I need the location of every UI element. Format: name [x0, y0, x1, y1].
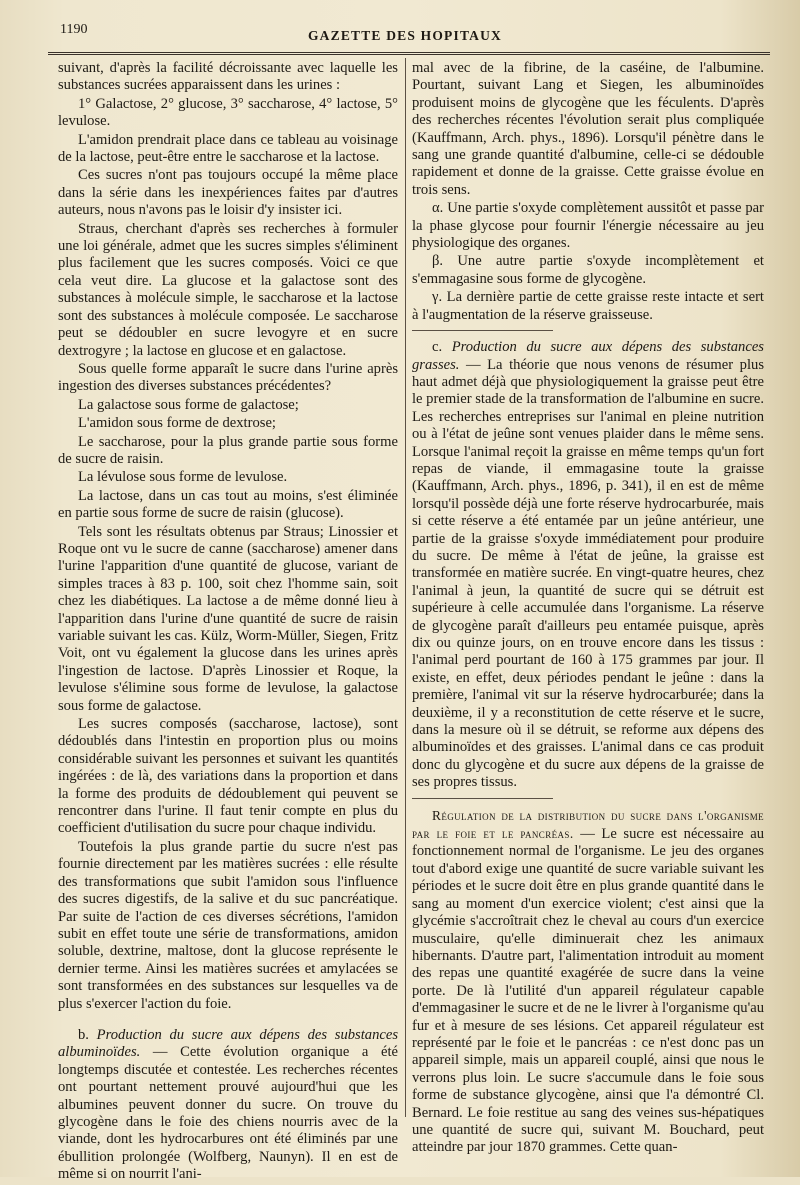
section-c-title: Production du sucre aux dépens des substances grasses.	[412, 339, 764, 373]
paragraph: Toutefois la plus grande partie du sucre n'est pas fournie directement par les matières sucrées : elle résulte des transformations que subit l'amidon sous l'influence des sucres digestifs, de la salive et du suc pancréatique. Par suite de l'action de ces diverses sécrétions, l'amidon subit en effet toute une série de transformations, amidon soluble, dextrine, maltose, dont la glucose représente le dernier terme. Ainsi les matières sucrées et amylacées se sont transformées en des substances sur lesquelles va de plus s'exercer l'action du foie.	[58, 838, 398, 1012]
paragraph: La lactose, dans un cas tout au moins, s'est éliminée en partie sous forme de sucre de raisin (glucose).	[58, 487, 398, 522]
paragraph: Sous quelle forme apparaît le sucre dans l'urine après ingestion des diverses substances précédentes?	[58, 360, 398, 395]
section-rule	[412, 798, 553, 799]
section-b-label: b.	[78, 1026, 89, 1043]
section-rule	[412, 330, 553, 331]
paragraph: La lévulose sous forme de levulose.	[78, 469, 288, 486]
section-regulation-title: Régulation de la distribution du sucre dans l'organisme par le foie et le pancréas.	[412, 807, 764, 842]
section-regulation	[412, 807, 764, 1157]
section-b-title: Production du sucre aux dépens des substances albuminoïdes.	[58, 1026, 398, 1061]
paragraph: γ. La dernière partie de cette graisse reste intacte et sert à l'augmentation de la réserve graisseuse.	[412, 289, 764, 323]
paragraph: mal avec de la fibrine, de la caséine, de l'albumine. Pourtant, suivant Lang et Siegen, les albuminoïdes produisent moins de glycogène que les féculents. D'après des recherches récentes l'évolution serait plus compliquée (Kauffmann, Arch. phys., 1896). Lorsqu'il pénètre dans le sang une grande quantité d'albumine, celle-ci se dédouble rapidement et donne de la graisse. Cette graisse évolue en trois sens.	[412, 60, 764, 198]
paragraph: 1° Galactose, 2° glucose, 3° saccharose, 4° lactose, 5° levulose.	[58, 95, 398, 130]
paragraph: β. Une autre partie s'oxyde incomplètement et s'emmagasine sous forme de glycogène.	[412, 253, 764, 287]
paragraph: L'amidon sous forme de dextrose;	[78, 415, 276, 432]
running-title: GAZETTE DES HOPITAUX	[307, 28, 503, 43]
section-c	[412, 339, 764, 792]
section-regulation-text: — Le sucre est nécessaire au fonctionnement normal de l'organisme. Le jeu des organes tout d'abord exige une quantité de sucre variable suivant les périodes et le sucre doit être en plus grande quantité dans le sang au moment d'un exercice violent; c'est ainsi que la glycémie s'accroîtrait chez le cheval au cours d'un exercice musculaire, qu'elle diminuerait chez les animaux hibernants. D'autre part, l'alimentation introduit au moment des repas une quantité exagérée de sucre dans la veine porte. De là l'utilité d'un appareil régulateur capable d'emmagasiner le sucre et de ne le livrer à l'organisme qu'au fur et à mesure de ses lésions. Cet appareil régulateur est représenté par le foie et le pancréas : ce n'est donc pas un appareil simple, mais un appareil couplé, ainsi que nous le verrons plus loin. Le sucre s'accumule dans le foie sous forme de substance glycogène, ainsi que l'a démontré Cl. Bernard. Le foie restitue au sang des veines sus-hépatiques une quantité de sucre qui, suivant M. Bouchard, peut atteindre par jour 1870 grammes. Cette quan-	[412, 826, 764, 1156]
paragraph: Tels sont les résultats obtenus par Straus; Linossier et Roque ont vu le sucre de canne (saccharose) amener dans l'urine l'apparition d'une quantité de glucose, variant de simples traces à 83 p. 100, soit chez l'homme sain, soit chez les diabétiques. La lactose a de même donné lieu à l'apparition dans l'urine d'une quantité de sucre de raisin variable suivant les cas. Külz, Worm-Müller, Siegen, Fritz Voit, ont vu également la glucose dans les urines après l'ingestion de lactose. D'après Linossier et Roque, la levulose s'élimine sous forme de levulose, la galactose sous forme de galactose.	[58, 523, 398, 714]
section-c-text: — La théorie que nous venons de résumer plus haut admet déjà que physiologiquement la graisse peut être le premier stade de la transformation de l'albumine en sucre. Les recherches entreprises sur l'animal en pleine nutrition ou à l'état de jeûne sont venues plaider dans le même sens. Lorsque l'animal reçoit la graisse en même temps qu'un fort repas de viande, il emmagasine toute la graisse (Kauffmann, Arch. phys., 1896, p. 341), il en est de même lorsqu'il possède déjà une forte réserve hydrocarburée, mais si cette réserve a été entamée par un jeûne antérieur, une partie de la graisse s'oxyde immédiatement pour produire du sucre. De même à l'état de jeûne, la graisse est transformée en matière sucrée. En vingt-quatre heures, chez l'animal à jeun, la quantité de sucre qui se détruit est supérieure à celle accumulée dans l'organisme. La réserve de glycogène paraît d'ailleurs peu entamée puisque, après dix ou quinze jours, on en trouve encore dans les tissus : l'animal perd pourtant de 160 à 175 grammes par jour. Il existe, en effet, deux périodes pendant le jeûne : dans la première, l'animal vit sur la réserve hydrocarburée; dans la deuxième, il y a reconstitution de cette réserve et le sucre, dans la mesure où il se détruit, se reforme aux dépens des albuminoïdes et des graisses. L'animal dans ce cas produit donc du glycogène et du sucre aux dépens de la graisse de ses propres tissus.	[412, 356, 765, 791]
right-column	[412, 60, 764, 1158]
section-b	[58, 1027, 398, 1184]
paragraph: Ces sucres n'ont pas toujours occupé la même place dans la série dans les inexpériences faites par d'autres auteurs, nous n'avons pas le loisir d'y insister ici.	[58, 167, 398, 219]
paragraph: Les sucres composés (saccharose, lactose), sont dédoublés dans l'intestin en proportion plus ou moins considérable suivant les personnes et suivant les quantités ingérées : de là, des variations dans la proportion et dans la forme des produits de dédoublement qui peuvent se rencontrer dans l'urine. Il faut tenir compte en plus du coefficient d'utilisation du sucre pour chaque individu.	[58, 716, 398, 837]
page-number: 1190	[60, 22, 88, 37]
paragraph: suivant, d'après la facilité décroissante avec laquelle les substances sucrées apparaissent dans les urines :	[58, 60, 398, 94]
paragraph: L'amidon prendrait place dans ce tableau au voisinage de la lactose, peut-être entre le saccharose et la lactose.	[58, 131, 398, 166]
section-c-label: c.	[432, 339, 443, 356]
paragraph: Straus, cherchant d'après ses recherches à formuler une loi générale, admet que les sucres simples s'éliminent plus facilement que les sucres composés. Voici ce que cela veut dire. La glucose et la galactose sont des substances à molécule simple, le saccharose et la lactose sont des substances à molécule composée. Le saccharose peut se dédoubler en sucre levogyre et en sucre dextrogyre ; la lactose en glucose et en galactose.	[58, 220, 398, 359]
left-column	[58, 60, 398, 1185]
section-b-text: — Cette évolution organique a été longtemps discutée et contestée. Les recherches récentes ont pourtant nettement prouvé aujourd'hui que les albumines peuvent donner du sucre. On trouve du glycogène dans le foie des chiens nourris avec de la viande, dont les hydrocarbures ont été éliminés par une ébullition prolongée (Wolfberg, Naunyn). Il en est de même si on nourrit l'ani-	[58, 1044, 398, 1183]
page-header	[40, 20, 770, 50]
paragraph: La galactose sous forme de galactose;	[78, 396, 299, 413]
header-rule	[48, 52, 770, 55]
paragraph: α. Une partie s'oxyde complètement aussitôt et passe par la phase glycose pour fournir l'énergie nécessaire au jeu physiologique des organes.	[412, 200, 764, 252]
paragraph: Le saccharose, pour la plus grande partie sous forme de sucre de raisin.	[58, 433, 398, 467]
column-divider	[405, 58, 406, 1117]
